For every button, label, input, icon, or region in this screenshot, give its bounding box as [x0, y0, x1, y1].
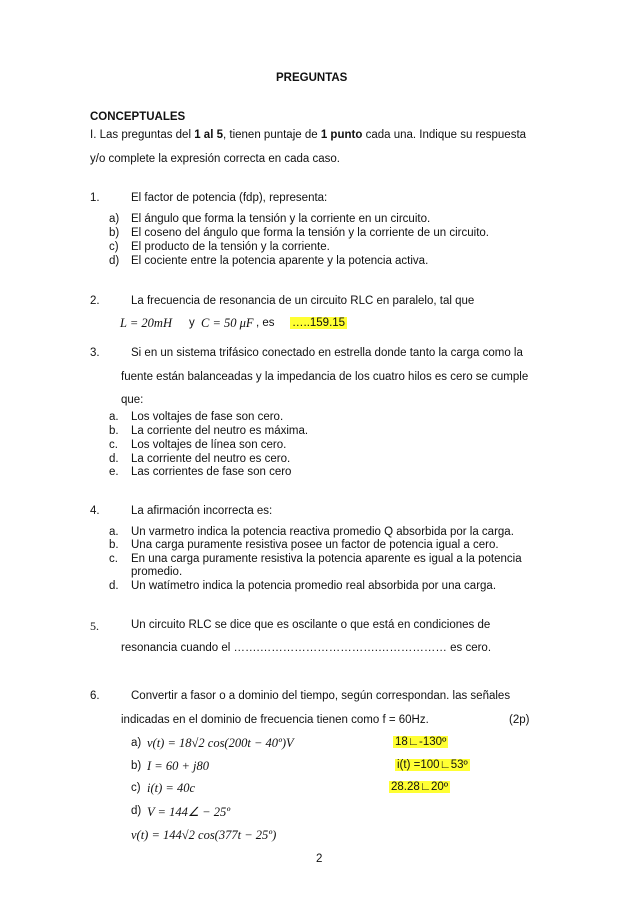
q3-option-letter: c. [109, 439, 118, 451]
q3-option-letter: a. [109, 411, 119, 423]
page-title: PREGUNTAS [276, 72, 348, 84]
q1-option-text: El cociente entre la potencia aparente y la potencia activa. [131, 255, 429, 267]
q4-option-letter: c. [109, 553, 118, 565]
capacitance-expression: C = 50 μF [201, 316, 254, 330]
question-6-line-2: indicadas en el dominio de frecuencia tienen como f = 60Hz. [121, 714, 429, 726]
question-3-line-1: Si en un sistema trifásico conectado en estrella donde tanto la carga como la [131, 347, 523, 359]
q1-option-letter: b) [109, 227, 120, 239]
intro-text: I. Las preguntas del [90, 129, 195, 141]
q4-option-letter: d. [109, 580, 119, 592]
intro-bold-range: 1 al 5 [194, 129, 223, 141]
question-3-line-2: fuente están balanceadas y la impedancia de los cuatro hilos es cero se cumple [121, 371, 529, 383]
q4-option-letter: a. [109, 526, 119, 538]
q3-option-text: Los voltajes de fase son cero. [131, 411, 284, 423]
question-1-text: El factor de potencia (fdp), representa: [131, 192, 328, 204]
q3-option-text: Los voltajes de línea son cero. [131, 439, 287, 451]
q1-option-letter: c) [109, 241, 119, 253]
answer-highlight: 18∟-130º [395, 736, 447, 748]
es-text: , es [256, 317, 275, 329]
q4-option-text: Una carga puramente resistiva posee un factor de potencia igual a cero. [131, 539, 499, 551]
item-label: a) [131, 737, 142, 749]
q1-option-letter: d) [109, 255, 120, 267]
item-label: d) [131, 805, 142, 817]
item-extra-expression: v(t) = 144√2 cos(377t − 25º) [131, 828, 277, 842]
item-label: b) [131, 760, 142, 772]
intro-text: , tienen puntaje de [223, 129, 321, 141]
intro-line-2: y/o complete la expresión correcta en cada caso. [90, 153, 340, 165]
q1-option-text: El ángulo que forma la tensión y la corriente en un circuito. [131, 213, 431, 225]
question-1-number: 1. [90, 192, 100, 204]
question-5-line-2: resonancia cuando el …….………………………….……………… es cero. [121, 642, 492, 654]
question-3-number: 3. [90, 347, 100, 359]
question-4-text: La afirmación incorrecta es: [131, 505, 273, 517]
item-expression: i(t) = 40c [147, 781, 196, 795]
q3-option-text: La corriente del neutro es máxima. [131, 425, 309, 437]
q1-option-text: El coseno del ángulo que forma la tensión y la corriente de un circuito. [131, 227, 489, 239]
q4-option-text: Un watímetro indica la potencia promedio real absorbida por una carga. [131, 580, 497, 592]
answer-highlight: …..159.15 [292, 317, 346, 329]
section-heading: CONCEPTUALES [90, 111, 186, 123]
q4-option-text-continued: promedio. [131, 566, 183, 578]
question-6-line-1: Convertir a fasor o a dominio del tiempo, según correspondan. las señales [131, 690, 511, 702]
q1-option-letter: a) [109, 213, 120, 225]
answer-highlight: i(t) =100∟53º [397, 759, 468, 771]
item-expression: I = 60 + j80 [147, 759, 210, 773]
q3-option-letter: d. [109, 453, 119, 465]
q4-option-text: Un varmetro indica la potencia reactiva promedio Q absorbida por la carga. [131, 526, 514, 538]
question-5-number: 5. [90, 619, 99, 633]
points-label: (2p) [509, 714, 530, 726]
q4-option-text: En una carga puramente resistiva la potencia aparente es igual a la potencia [131, 553, 522, 565]
question-4-number: 4. [90, 505, 100, 517]
q3-option-letter: e. [109, 466, 119, 478]
q4-option-letter: b. [109, 539, 119, 551]
question-5-line-1: Un circuito RLC se dice que es oscilante o que está en condiciones de [131, 619, 491, 631]
item-expression: v(t) = 18√2 cos(200t − 40º)V [147, 736, 294, 750]
question-6-number: 6. [90, 690, 100, 702]
item-expression: V = 144∠ − 25º [147, 805, 231, 819]
item-label: c) [131, 782, 141, 794]
page-number: 2 [316, 853, 323, 865]
q3-option-letter: b. [109, 425, 119, 437]
q3-option-text: La corriente del neutro es cero. [131, 453, 291, 465]
intro-text: cada una. Indique su respuesta [362, 129, 527, 141]
inductance-expression: L = 20mH [120, 316, 172, 330]
intro-line-1 [90, 129, 526, 141]
q1-option-text: El producto de la tensión y la corriente. [131, 241, 330, 253]
q3-option-text: Las corrientes de fase son cero [131, 466, 292, 478]
answer-highlight: 28.28∟20º [391, 781, 449, 793]
intro-bold-points: 1 punto [320, 129, 363, 141]
question-2-number: 2. [90, 295, 100, 307]
question-2-text: La frecuencia de resonancia de un circuito RLC en paralelo, tal que [131, 295, 475, 307]
question-3-line-3: que: [121, 394, 144, 406]
conjunction-y: y [189, 317, 195, 329]
